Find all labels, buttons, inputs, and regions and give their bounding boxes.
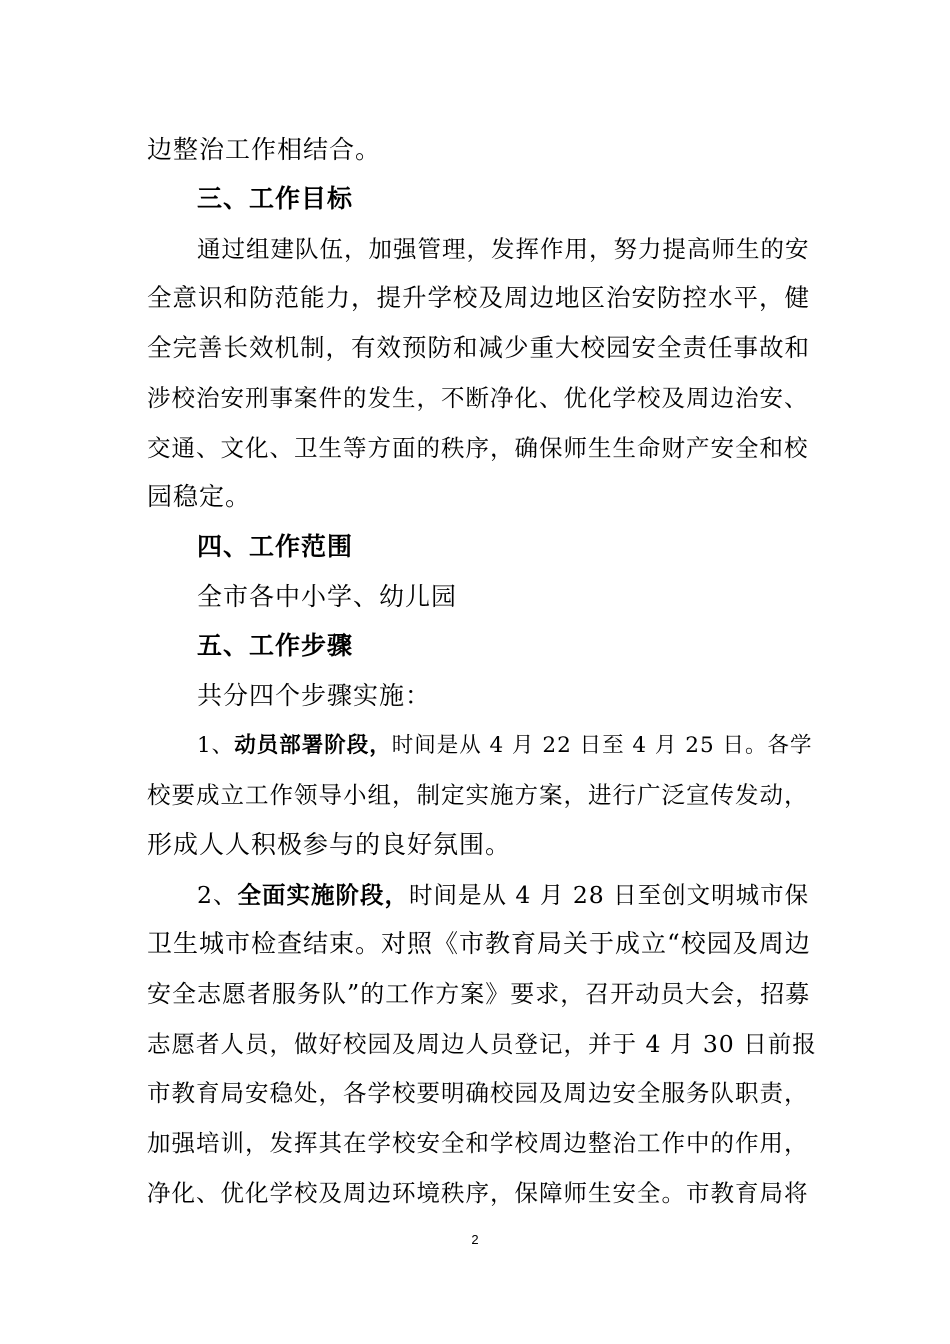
paragraph-line: 共分四个步骤实施：	[197, 681, 432, 710]
paragraph-line: 全市各中小学、幼儿园	[197, 582, 458, 611]
section-heading-scope: 四、工作范围	[197, 532, 354, 561]
step-text: 时间是从 4 月 28 日至创文明城市保	[408, 881, 810, 909]
step-text: 时间是从 4 月 22 日至 4 月 25 日。各学	[391, 733, 813, 758]
page-number: 2	[471, 1232, 479, 1247]
step-1-line	[197, 721, 817, 771]
step-title: 动员部署阶段，	[234, 733, 392, 758]
paragraph-line: 加强培训，发挥其在学校安全和学校周边整治工作中的作用，	[147, 1129, 809, 1157]
step-2-line	[197, 870, 817, 920]
paragraph-line: 净化、优化学校及周边环境秩序，保障师生安全。市教育局将	[147, 1179, 809, 1207]
paragraph-line: 通过组建队伍，加强管理，发挥作用，努力提高师生的安	[197, 235, 810, 263]
paragraph-line: 市教育局安稳处，各学校要明确校园及周边安全服务队职责，	[147, 1079, 809, 1107]
section-heading-steps: 五、工作步骤	[197, 631, 354, 660]
step-number: 1、	[197, 733, 235, 758]
paragraph-line: 交通、文化、卫生等方面的秩序，确保师生生命财产安全和校	[147, 434, 809, 462]
paragraph-line: 形成人人积极参与的良好氛围。	[147, 830, 512, 859]
paragraph-line: 卫生城市检查结束。对照《市教育局关于成立“校园及周边	[147, 929, 811, 958]
section-heading-goals: 三、工作目标	[197, 184, 354, 213]
paragraph-line: 安全志愿者服务队”的工作方案》要求，召开动员大会，招募	[147, 980, 811, 1008]
paragraph-line: 校要成立工作领导小组，制定实施方案，进行广泛宣传发动，	[147, 781, 809, 809]
step-number: 2、	[197, 881, 238, 909]
step-title: 全面实施阶段，	[237, 881, 409, 909]
paragraph-line: 园稳定。	[147, 482, 252, 511]
paragraph-line: 志愿者人员，做好校园及周边人员登记，并于 4 月 30 日前报	[147, 1030, 817, 1058]
paragraph-line: 涉校治安刑事案件的发生，不断净化、优化学校及周边治安、	[147, 384, 809, 412]
paragraph-line: 边整治工作相结合。	[147, 135, 382, 164]
paragraph-line: 全意识和防范能力，提升学校及周边地区治安防控水平，健	[147, 283, 810, 312]
paragraph-line: 全完善长效机制，有效预防和减少重大校园安全责任事故和	[147, 333, 810, 362]
